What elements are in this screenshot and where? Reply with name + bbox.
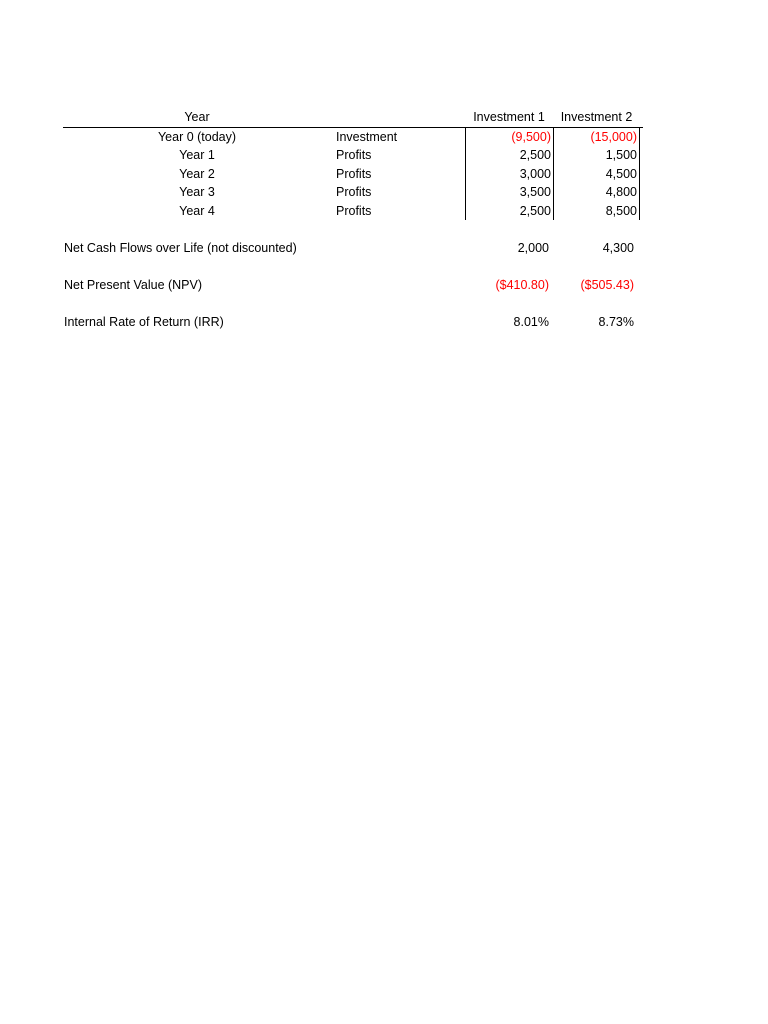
table-row — [63, 165, 643, 184]
header-year[interactable]: Year — [184, 110, 210, 124]
cell-type[interactable]: Profits — [336, 148, 372, 162]
cell-year[interactable]: Year 3 — [179, 185, 215, 199]
cell-investment-1[interactable]: 2,500 — [465, 146, 553, 165]
net-cash-flows-investment-1[interactable]: 2,000 — [517, 240, 549, 255]
cell-type[interactable]: Investment — [336, 129, 398, 144]
cell-investment-2[interactable]: 1,500 — [553, 146, 640, 165]
cell-investment-1[interactable]: 2,500 — [465, 202, 553, 221]
header-investment-1[interactable]: Investment 1 — [473, 110, 545, 124]
npv-investment-1[interactable]: ($410.80) — [495, 277, 549, 292]
cell-investment-1[interactable]: (9,500) — [465, 128, 553, 147]
cell-investment-1[interactable]: 3,000 — [465, 165, 553, 184]
irr-label[interactable]: Internal Rate of Return (IRR) — [64, 314, 224, 329]
header-investment-2[interactable]: Investment 2 — [560, 110, 633, 124]
npv-investment-2[interactable]: ($505.43) — [580, 277, 634, 292]
irr-investment-2[interactable]: 8.73% — [598, 314, 634, 329]
table-header-row — [63, 108, 643, 128]
table-row — [63, 146, 643, 165]
cell-year[interactable]: Year 0 (today) — [157, 129, 237, 144]
table-row — [63, 183, 643, 202]
cell-type[interactable]: Profits — [336, 185, 372, 199]
cell-year[interactable]: Year 4 — [179, 203, 215, 218]
net-cash-flows-row — [63, 239, 643, 258]
cell-year[interactable]: Year 1 — [179, 148, 215, 162]
table-row — [63, 202, 643, 221]
net-cash-flows-label[interactable]: Net Cash Flows over Life (not discounted) — [64, 240, 297, 255]
cell-type[interactable]: Profits — [336, 203, 372, 218]
cell-investment-2[interactable]: 4,500 — [553, 165, 640, 184]
spreadsheet — [63, 108, 643, 331]
cell-investment-2[interactable]: 4,800 — [553, 183, 640, 202]
cell-investment-2[interactable]: (15,000) — [553, 128, 640, 147]
header-type[interactable] — [336, 108, 456, 127]
cell-type[interactable]: Profits — [336, 166, 372, 181]
cell-investment-2[interactable]: 8,500 — [553, 202, 640, 221]
npv-row — [63, 276, 643, 295]
npv-label[interactable]: Net Present Value (NPV) — [64, 277, 203, 292]
table-row — [63, 128, 643, 147]
cell-year[interactable]: Year 2 — [179, 166, 215, 181]
net-cash-flows-investment-2[interactable]: 4,300 — [602, 240, 634, 255]
irr-row — [63, 313, 643, 332]
irr-investment-1[interactable]: 8.01% — [513, 314, 549, 329]
cell-investment-1[interactable]: 3,500 — [465, 183, 553, 202]
